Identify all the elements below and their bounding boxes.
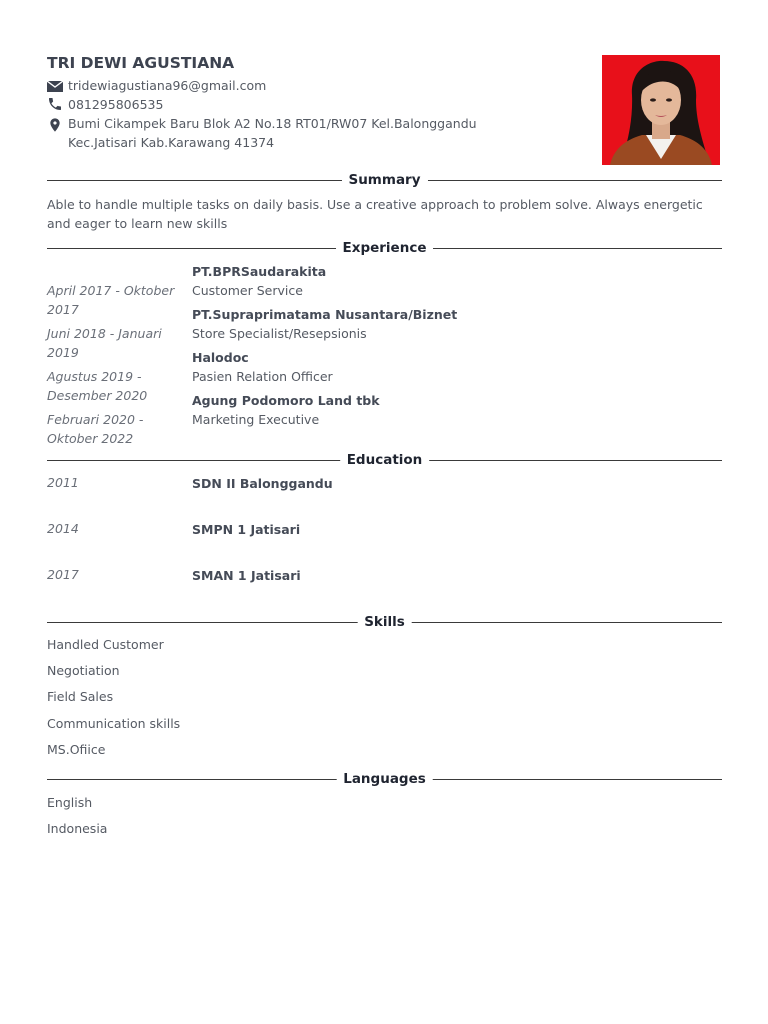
education-heading — [47, 450, 722, 470]
skill-item: MS.Ofiice — [47, 742, 106, 757]
experience-date: Agustus 2019 - Desember 2020 — [47, 369, 148, 403]
profile-photo — [602, 55, 720, 165]
experience-date: Februari 2020 - Oktober 2022 — [47, 412, 144, 446]
education-year: 2014 — [47, 521, 79, 536]
skill-item: Communication skills — [47, 716, 181, 731]
skill-item: Negotiation — [47, 663, 120, 678]
experience-date: April 2017 - Oktober 2017 — [47, 283, 175, 317]
skills-heading — [47, 612, 722, 632]
language-item: English — [47, 795, 93, 810]
experience-company: Halodoc — [192, 350, 249, 365]
experience-role: Customer Service — [192, 283, 303, 298]
address-line-2: Kec.Jatisari Kab.Karawang 41374 — [68, 135, 275, 150]
education-school: SDN II Balonggandu — [192, 476, 333, 491]
address-line-1: Bumi Cikampek Baru Blok A2 No.18 RT01/RW07 Kel.Balonggandu — [68, 116, 477, 131]
email-text: tridewiagustiana96@gmail.com — [68, 78, 267, 93]
skill-item: Handled Customer — [47, 637, 164, 652]
experience-company: PT.BPRSaudarakita — [192, 264, 327, 279]
experience-title: Experience — [336, 238, 434, 258]
experience-role: Pasien Relation Officer — [192, 369, 333, 384]
phone-icon — [47, 96, 63, 112]
education-school: SMPN 1 Jatisari — [192, 522, 301, 537]
candidate-name: TRI DEWI AGUSTIANA — [47, 54, 235, 72]
experience-role: Marketing Executive — [192, 412, 320, 427]
map-pin-icon — [47, 116, 63, 132]
education-year: 2017 — [47, 567, 79, 582]
summary-title: Summary — [341, 170, 427, 190]
phone-text: 081295806535 — [68, 97, 164, 112]
experience-company: Agung Podomoro Land tbk — [192, 393, 380, 408]
experience-company: PT.Supraprimatama Nusantara/Biznet — [192, 307, 458, 322]
languages-heading — [47, 769, 722, 789]
summary-heading — [47, 170, 722, 190]
education-year: 2011 — [47, 475, 79, 490]
experience-role: Store Specialist/Resepsionis — [192, 326, 367, 341]
skill-item: Field Sales — [47, 689, 114, 704]
envelope-icon — [47, 79, 63, 95]
education-school: SMAN 1 Jatisari — [192, 568, 301, 583]
language-item: Indonesia — [47, 821, 108, 836]
skills-title: Skills — [357, 612, 412, 632]
experience-date: Juni 2018 - Januari 2019 — [47, 326, 162, 360]
summary-text: Able to handle multiple tasks on daily basis. Use a creative approach to problem solve. Always energetic and eager to learn new skills — [47, 197, 703, 231]
experience-heading — [47, 238, 722, 258]
languages-title: Languages — [336, 769, 433, 789]
education-title: Education — [340, 450, 430, 470]
